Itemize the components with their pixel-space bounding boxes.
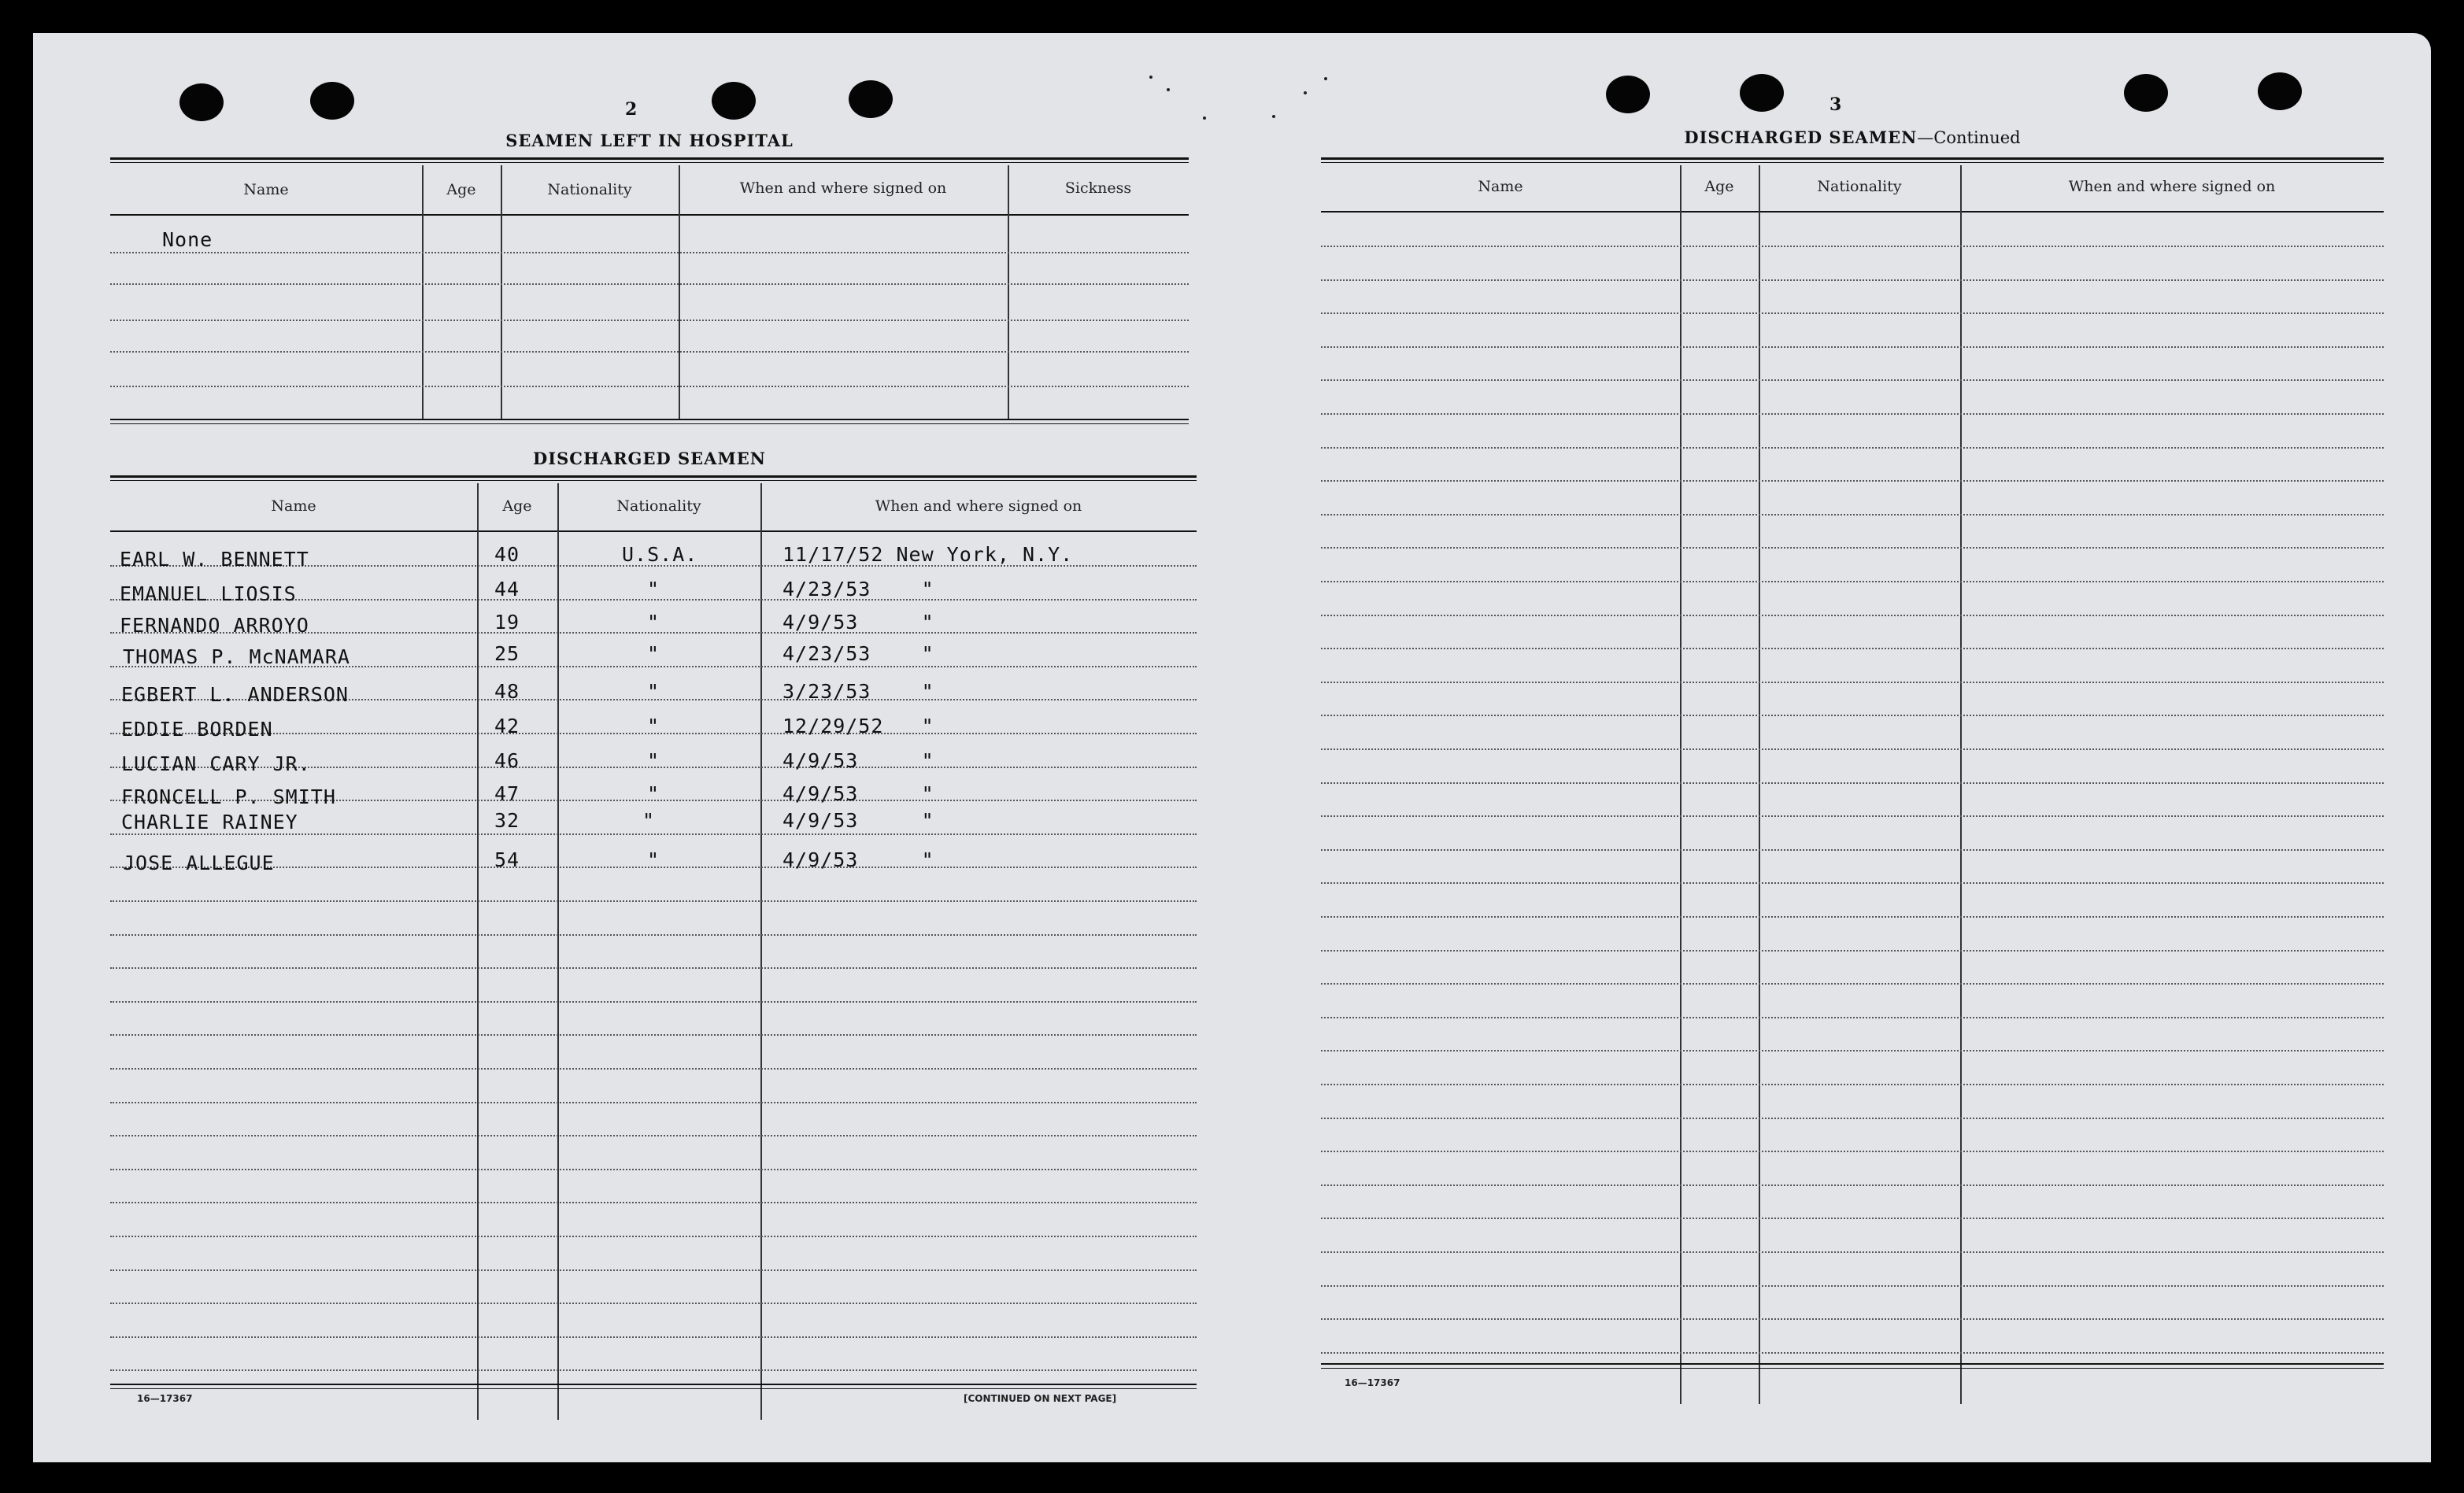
hospital-top-rule bbox=[110, 157, 1189, 160]
row-line bbox=[1321, 379, 2384, 381]
row-line bbox=[1321, 246, 2384, 247]
hospital-col-sickness: Sickness bbox=[1064, 179, 1132, 197]
row-line bbox=[1321, 514, 2384, 516]
seaman-age: 47 bbox=[494, 782, 520, 805]
right-top-rule bbox=[1321, 157, 2384, 160]
discharged-col-divider bbox=[477, 483, 479, 1420]
right-col-age: Age bbox=[1704, 178, 1734, 195]
seaman-signed-on: 4/23/53 " bbox=[782, 642, 934, 665]
seaman-name: EARL W. BENNETT bbox=[120, 548, 309, 571]
row-line bbox=[1321, 1050, 2384, 1051]
row-line bbox=[110, 1102, 1197, 1103]
seaman-name: JOSE ALLEGUE bbox=[123, 852, 275, 874]
right-top-rule-2 bbox=[1321, 162, 2384, 163]
row-line bbox=[110, 1135, 1197, 1136]
left-form-number: 16—17367 bbox=[137, 1393, 193, 1404]
seaman-age: 44 bbox=[494, 578, 520, 601]
row-line bbox=[1321, 346, 2384, 348]
row-line bbox=[1321, 312, 2384, 314]
seaman-nationality: " bbox=[647, 578, 660, 601]
discharged-section-title: DISCHARGED SEAMEN bbox=[533, 449, 766, 468]
hospital-section-title: SEAMEN LEFT IN HOSPITAL bbox=[505, 131, 794, 150]
row-line bbox=[110, 1269, 1197, 1271]
discharged-col-signed-on: When and where signed on bbox=[875, 497, 1082, 515]
hospital-col-name: Name bbox=[243, 181, 289, 198]
row-line bbox=[110, 900, 1197, 902]
hospital-top-rule-2 bbox=[110, 162, 1189, 163]
row-line bbox=[1321, 916, 2384, 918]
punch-hole bbox=[2258, 72, 2302, 110]
seaman-age: 46 bbox=[494, 749, 520, 772]
hospital-row-line bbox=[110, 252, 1189, 253]
seaman-name: LUCIAN CARY JR. bbox=[121, 752, 311, 775]
discharged-bottom-rule-2 bbox=[110, 1388, 1197, 1389]
hospital-bottom-rule-2 bbox=[110, 423, 1189, 424]
row-line bbox=[1321, 648, 2384, 649]
row-line bbox=[1321, 950, 2384, 952]
hospital-entry-none: None bbox=[162, 228, 213, 251]
seaman-name: FERNANDO ARROYO bbox=[120, 614, 309, 637]
discharged-bottom-rule bbox=[110, 1384, 1197, 1385]
row-line bbox=[1321, 983, 2384, 985]
discharged-top-rule-2 bbox=[110, 480, 1197, 481]
seaman-age: 32 bbox=[494, 809, 520, 832]
continued-note: [CONTINUED ON NEXT PAGE] bbox=[964, 1393, 1117, 1404]
hospital-row-line bbox=[110, 351, 1189, 353]
seaman-nationality: " bbox=[647, 611, 660, 634]
hospital-row-line bbox=[110, 283, 1189, 285]
speck bbox=[1304, 91, 1307, 94]
speck bbox=[1324, 77, 1327, 80]
right-col-signed-on: When and where signed on bbox=[2068, 178, 2276, 195]
right-bottom-rule bbox=[1321, 1363, 2384, 1365]
seaman-name: EMANUEL LIOSIS bbox=[120, 582, 297, 605]
speck bbox=[1203, 116, 1206, 120]
seaman-name: CHARLIE RAINEY bbox=[121, 811, 298, 833]
discharged-col-name: Name bbox=[271, 497, 316, 515]
seaman-nationality: " bbox=[647, 782, 660, 805]
row-line bbox=[1321, 1084, 2384, 1085]
row-line bbox=[1321, 1352, 2384, 1354]
seaman-signed-on: 12/29/52 " bbox=[782, 715, 934, 737]
row-line bbox=[1321, 1218, 2384, 1219]
row-line bbox=[1321, 1184, 2384, 1186]
seaman-name: EDDIE BORDEN bbox=[121, 718, 273, 741]
row-line bbox=[1321, 1251, 2384, 1253]
seaman-age: 48 bbox=[494, 680, 520, 703]
row-line bbox=[1321, 849, 2384, 851]
seaman-nationality: " bbox=[647, 848, 660, 871]
seaman-age: 40 bbox=[494, 543, 520, 566]
seaman-name: FRONCELL P. SMITH bbox=[121, 785, 336, 808]
punch-hole bbox=[1606, 76, 1650, 113]
discharged-col-nationality: Nationality bbox=[616, 497, 701, 515]
seaman-signed-on: 4/23/53 " bbox=[782, 578, 934, 601]
row-line bbox=[1321, 682, 2384, 683]
right-form-number: 16—17367 bbox=[1345, 1377, 1400, 1388]
row-line bbox=[1321, 815, 2384, 817]
discharged-col-age: Age bbox=[502, 497, 532, 515]
row-line bbox=[1321, 447, 2384, 449]
punch-hole bbox=[1740, 74, 1784, 112]
row-line bbox=[110, 967, 1197, 969]
discharged-header-rule bbox=[110, 530, 1197, 532]
hospital-col-divider bbox=[501, 165, 502, 419]
row-line bbox=[1321, 279, 2384, 281]
seaman-signed-on: 4/9/53 " bbox=[782, 611, 934, 634]
row-line bbox=[110, 1303, 1197, 1304]
discharged-top-rule bbox=[110, 475, 1197, 478]
hospital-row-line bbox=[110, 386, 1189, 387]
row-line bbox=[1321, 782, 2384, 784]
row-line bbox=[1321, 715, 2384, 716]
punch-hole bbox=[179, 83, 224, 121]
right-header-rule bbox=[1321, 211, 2384, 212]
row-line bbox=[110, 1336, 1197, 1338]
seaman-signed-on: 4/9/53 " bbox=[782, 749, 934, 772]
seaman-age: 42 bbox=[494, 715, 520, 737]
speck bbox=[1167, 88, 1170, 91]
punch-hole bbox=[2124, 74, 2168, 112]
seaman-signed-on: 11/17/52 New York, N.Y. bbox=[782, 543, 1074, 566]
hospital-col-divider bbox=[679, 165, 680, 419]
speck bbox=[1149, 76, 1152, 79]
row-line bbox=[110, 934, 1197, 936]
right-title-suffix: —Continued bbox=[1917, 128, 2021, 147]
seaman-age: 25 bbox=[494, 642, 520, 665]
hospital-col-divider bbox=[422, 165, 424, 419]
hospital-col-signed-on: When and where signed on bbox=[739, 179, 947, 197]
row-line bbox=[110, 1236, 1197, 1237]
row-line bbox=[1321, 1285, 2384, 1287]
seaman-signed-on: 4/9/53 " bbox=[782, 782, 934, 805]
discharged-col-divider bbox=[557, 483, 559, 1420]
row-line bbox=[1321, 748, 2384, 750]
row-line bbox=[1321, 413, 2384, 415]
hospital-col-age: Age bbox=[446, 181, 476, 198]
seaman-nationality: " bbox=[647, 715, 660, 737]
seaman-nationality: " bbox=[647, 680, 660, 703]
seaman-signed-on: 3/23/53 " bbox=[782, 680, 934, 703]
row-line bbox=[1321, 547, 2384, 549]
speck bbox=[1272, 115, 1275, 118]
row-line bbox=[1321, 1318, 2384, 1320]
seaman-name: THOMAS P. McNAMARA bbox=[123, 645, 350, 668]
seaman-signed-on: 4/9/53 " bbox=[782, 809, 934, 832]
seaman-name: EGBERT L. ANDERSON bbox=[121, 683, 349, 706]
right-title-main: DISCHARGED SEAMEN bbox=[1684, 127, 1918, 147]
seaman-nationality: " bbox=[647, 749, 660, 772]
punch-hole bbox=[310, 82, 354, 120]
right-page-number: 3 bbox=[1830, 94, 1842, 115]
hospital-col-divider bbox=[1008, 165, 1009, 419]
row-line bbox=[1321, 615, 2384, 616]
row-line bbox=[110, 1202, 1197, 1203]
row-line bbox=[1321, 1118, 2384, 1119]
row-line bbox=[1321, 581, 2384, 582]
left-page-number: 2 bbox=[625, 99, 638, 120]
seaman-age: 54 bbox=[494, 848, 520, 871]
hospital-col-nationality: Nationality bbox=[547, 181, 632, 198]
row-line bbox=[110, 1169, 1197, 1170]
row-line bbox=[110, 1369, 1197, 1371]
discharged-col-divider bbox=[760, 483, 762, 1420]
seaman-nationality: " bbox=[647, 642, 660, 665]
hospital-bottom-rule bbox=[110, 419, 1189, 420]
row-line bbox=[1321, 1151, 2384, 1152]
row-line bbox=[1321, 480, 2384, 482]
punch-hole bbox=[849, 80, 893, 118]
row-line bbox=[110, 833, 1197, 835]
right-col-nationality: Nationality bbox=[1817, 178, 1902, 195]
seaman-nationality: " bbox=[642, 809, 656, 832]
seaman-nationality: U.S.A. bbox=[622, 543, 698, 566]
punch-hole bbox=[712, 82, 756, 120]
seaman-signed-on: 4/9/53 " bbox=[782, 848, 934, 871]
hospital-row-line bbox=[110, 320, 1189, 321]
right-bottom-rule-2 bbox=[1321, 1368, 2384, 1369]
right-col-name: Name bbox=[1478, 178, 1523, 195]
row-line bbox=[1321, 1017, 2384, 1018]
seaman-age: 19 bbox=[494, 611, 520, 634]
row-line bbox=[110, 1034, 1197, 1036]
document-sheet bbox=[33, 33, 2431, 1462]
hospital-header-rule bbox=[110, 214, 1189, 216]
row-line bbox=[110, 1068, 1197, 1070]
right-section-title bbox=[1321, 127, 2384, 147]
row-line bbox=[110, 1001, 1197, 1003]
row-line bbox=[1321, 882, 2384, 884]
